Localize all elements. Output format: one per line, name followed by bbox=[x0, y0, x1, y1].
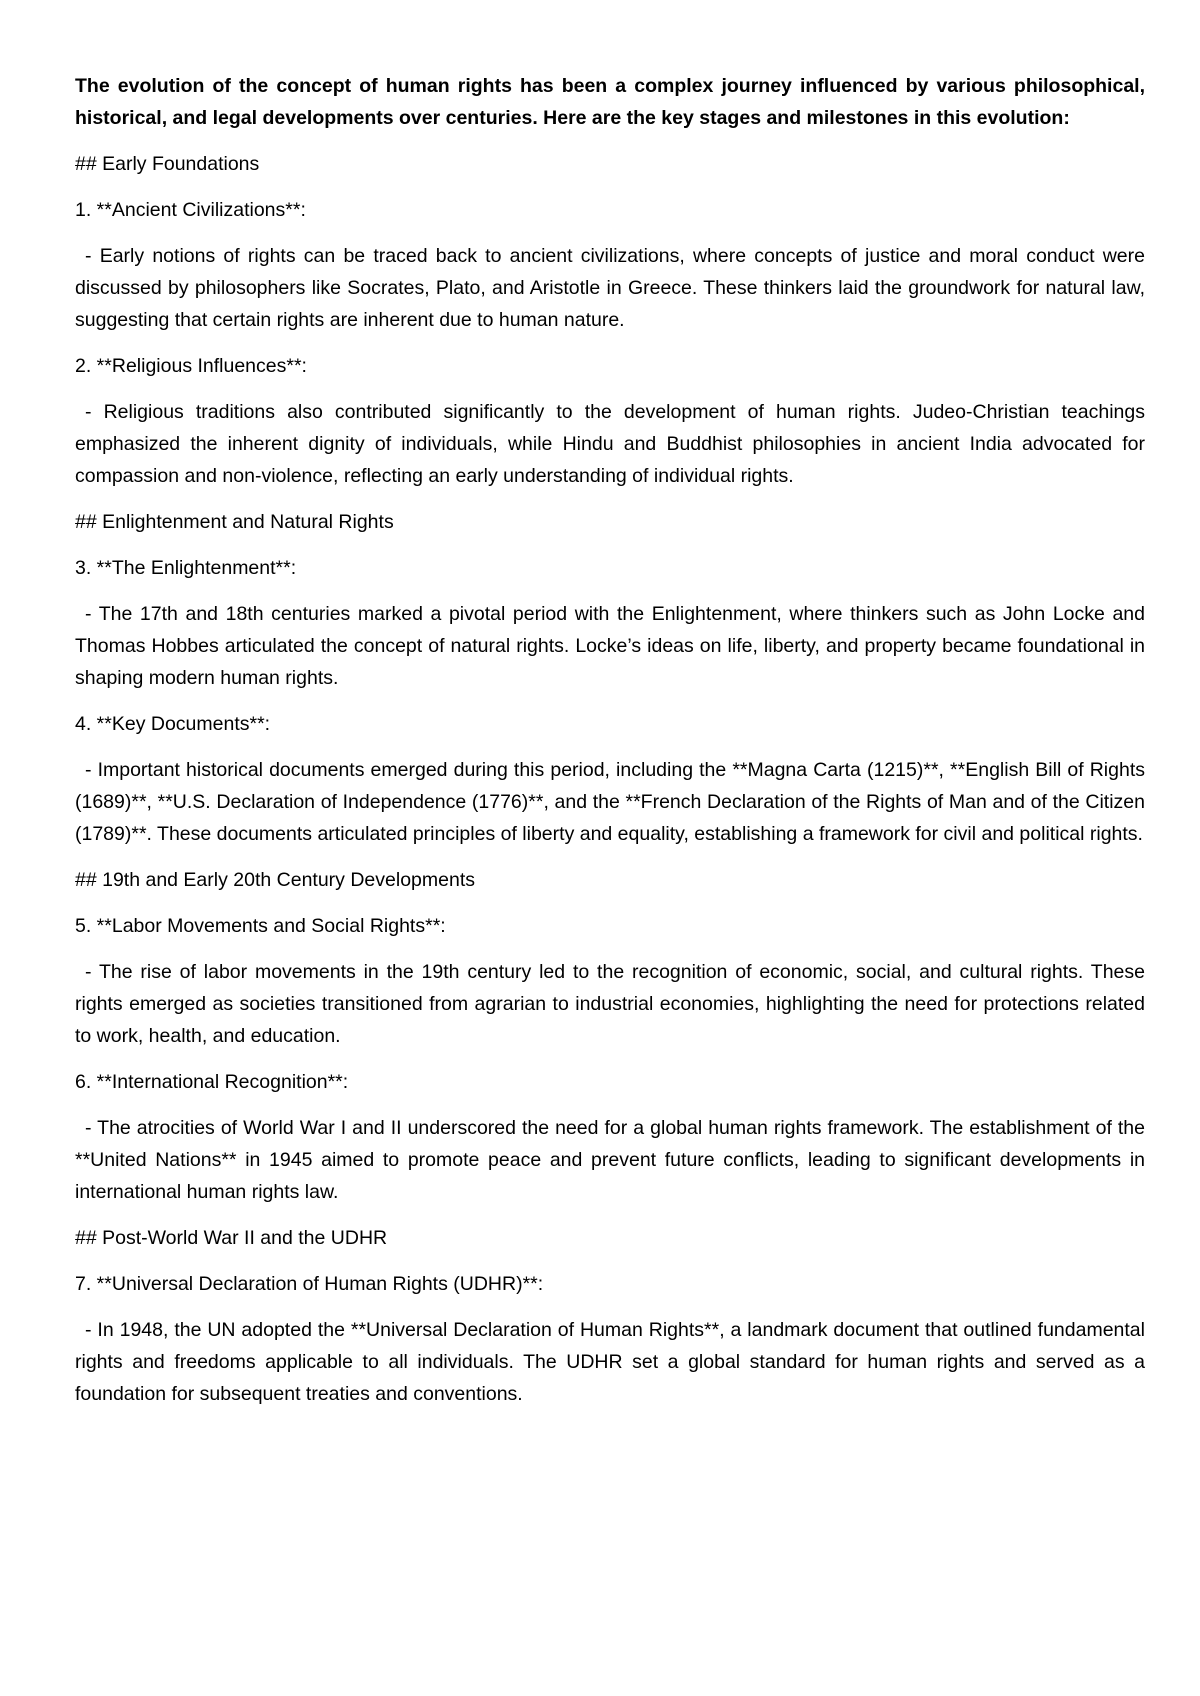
paragraph-text: - Early notions of rights can be traced back to ancient civilizations, where concepts of justice and moral conduct were discussed by philosophers like Socrates, Plato, and Aristotle in Greece. These thinkers laid the groundwork for natural law, suggesting that certain rights are inherent due to human nature. bbox=[75, 245, 1145, 331]
list-item-ancient-civilizations: 1. **Ancient Civilizations**: bbox=[75, 199, 306, 221]
paragraph-international-recognition bbox=[75, 1112, 1145, 1208]
section-heading-enlightenment: ## Enlightenment and Natural Rights bbox=[75, 511, 394, 533]
paragraph-labor-movements bbox=[75, 956, 1145, 1052]
paragraph-key-documents bbox=[75, 754, 1145, 850]
section-heading-early-foundations: ## Early Foundations bbox=[75, 153, 260, 175]
section-heading-19th-20th-century: ## 19th and Early 20th Century Developments bbox=[75, 869, 475, 891]
intro-paragraph: The evolution of the concept of human rights has been a complex journey influenced by various philosophical, historical, and legal developments over centuries. Here are the key stages and milestones in this evolution: bbox=[75, 75, 1145, 129]
section-heading-post-ww2-udhr: ## Post-World War II and the UDHR bbox=[75, 1227, 388, 1249]
paragraph-text: - Important historical documents emerged during this period, including the **Magna Carta (1215)**, **English Bill of Rights (1689)**, **U.S. Declaration of Independence (1776)**, and the **French Declaration of the Rights of Man and of the Citizen (1789)**. These documents articulated principles of liberty and equality, establishing a framework for civil and political rights. bbox=[75, 759, 1145, 845]
list-item-udhr: 7. **Universal Declaration of Human Rights (UDHR)**: bbox=[75, 1273, 544, 1295]
list-item-the-enlightenment: 3. **The Enlightenment**: bbox=[75, 557, 297, 579]
paragraph-text: - The 17th and 18th centuries marked a pivotal period with the Enlightenment, where thinkers such as John Locke and Thomas Hobbes articulated the concept of natural rights. Locke’s ideas on life, liberty, and property became foundational in shaping modern human rights. bbox=[75, 603, 1145, 689]
paragraph-text: - The rise of labor movements in the 19th century led to the recognition of economic, social, and cultural rights. These rights emerged as societies transitioned from agrarian to industrial economies, highlighting the need for protections related to work, health, and education. bbox=[75, 961, 1145, 1047]
list-item-key-documents: 4. **Key Documents**: bbox=[75, 713, 271, 735]
paragraph-text: - In 1948, the UN adopted the **Universal Declaration of Human Rights**, a landmark document that outlined fundamental rights and freedoms applicable to all individuals. The UDHR set a global standard for human rights and served as a foundation for subsequent treaties and conventions. bbox=[75, 1319, 1145, 1405]
paragraph-religious-influences bbox=[75, 396, 1145, 492]
list-item-international-recognition: 6. **International Recognition**: bbox=[75, 1071, 349, 1093]
paragraph-the-enlightenment bbox=[75, 598, 1145, 694]
list-item-religious-influences: 2. **Religious Influences**: bbox=[75, 355, 307, 377]
paragraph-text: - Religious traditions also contributed significantly to the development of human rights. Judeo-Christian teachings emphasized the inherent dignity of individuals, while Hindu and Buddhist philosophies in ancient India advocated for compassion and non-violence, reflecting an early understanding of individual rights. bbox=[75, 401, 1145, 487]
paragraph-text: - The atrocities of World War I and II underscored the need for a global human rights framework. The establishment of the **United Nations** in 1945 aimed to promote peace and prevent future conflicts, leading to significant developments in international human rights law. bbox=[75, 1117, 1145, 1203]
document-page bbox=[75, 70, 1145, 1424]
list-item-labor-movements: 5. **Labor Movements and Social Rights**: bbox=[75, 915, 446, 937]
paragraph-ancient-civilizations bbox=[75, 240, 1145, 336]
paragraph-udhr bbox=[75, 1314, 1145, 1410]
